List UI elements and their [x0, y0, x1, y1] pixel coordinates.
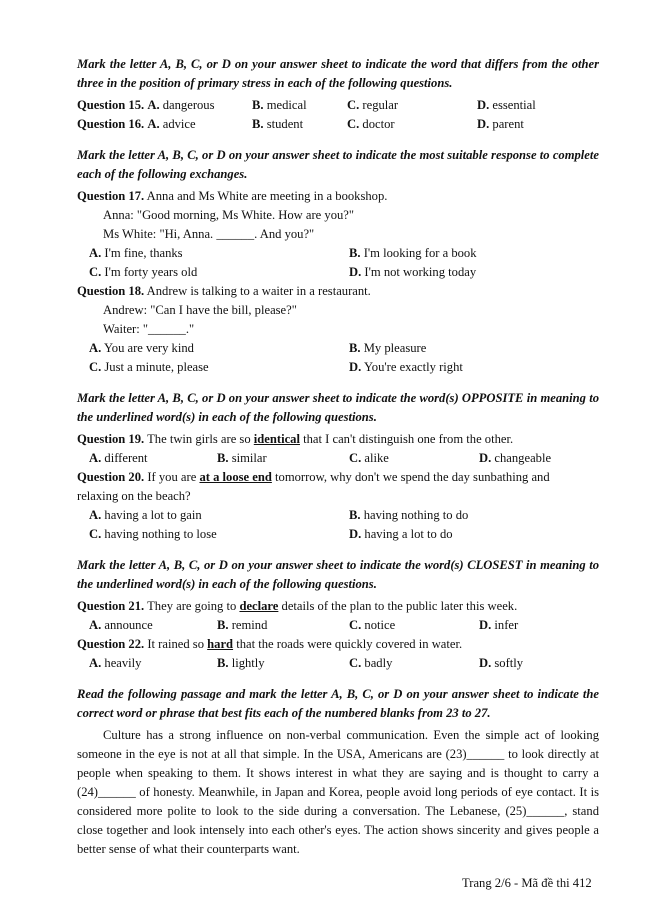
question-22: Question 22. It rained so hard that the roads were quickly covered in water.: [77, 637, 463, 651]
question-label: Question 16.: [77, 117, 145, 131]
options-row: A. heavily B. lightly C. badly D. softly: [89, 656, 524, 670]
question-21: Question 21. They are going to declare details of the plan to the public later this week.: [77, 599, 518, 613]
dialog-line: Anna: "Good morning, Ms White. How are you?": [103, 208, 355, 222]
options-row: A. I'm fine, thanks B. I'm looking for a book: [89, 246, 477, 260]
question-label: Question 20.: [77, 470, 145, 484]
dialog-line: Andrew: "Can I have the bill, please?": [103, 303, 297, 317]
section2-instruction: Mark the letter A, B, C, or D on your answer sheet to indicate the most suitable response to complete each of the following exchanges.: [77, 148, 599, 181]
question-15: Question 15. A. dangerous B. medical C. regular D. essential: [77, 98, 536, 112]
question-19: Question 19. The twin girls are so identical that I can't distinguish one from the other.: [77, 432, 514, 446]
question-label: Question 18.: [77, 284, 145, 298]
section4-instruction: Mark the letter A, B, C, or D on your answer sheet to indicate the word(s) CLOSEST in meaning to the underlined word(s) in each of the following questions.: [77, 558, 599, 591]
section3-instruction: Mark the letter A, B, C, or D on your answer sheet to indicate the word(s) OPPOSITE in meaning to the underlined word(s) in each of the following questions.: [77, 391, 599, 424]
underlined-word: hard: [207, 637, 234, 651]
options-row: A. different B. similar C. alike D. changeable: [89, 451, 552, 465]
section5-instruction: Read the following passage and mark the letter A, B, C, or D on your answer sheet to indicate the correct word or phrase that best fits each of the numbered blanks from 23 to 27.: [77, 687, 599, 720]
page-footer: Trang 2/6 - Mã đề thi 412: [462, 876, 592, 890]
options-row: A. You are very kind B. My pleasure: [89, 341, 427, 355]
question-17: Question 17. Anna and Ms White are meeting in a bookshop.: [77, 189, 388, 203]
options-row: C. I'm forty years old D. I'm not working today: [89, 265, 477, 279]
question-label: Question 17.: [77, 189, 145, 203]
question-20-continued: relaxing on the beach?: [77, 489, 191, 503]
question-16: Question 16. A. advice B. student C. doctor D. parent: [77, 117, 524, 131]
question-label: Question 15.: [77, 98, 145, 112]
question-label: Question 21.: [77, 599, 145, 613]
dialog-line: Waiter: "______.": [103, 322, 195, 336]
options-row: A. announce B. remind C. notice D. infer: [89, 618, 519, 632]
question-20: Question 20. If you are at a loose end tomorrow, why don't we spend the day sunbathing and: [77, 470, 550, 484]
options-row: C. having nothing to lose D. having a lot to do: [89, 527, 453, 541]
exam-page: [77, 52, 599, 859]
dialog-line: Ms White: "Hi, Anna. ______. And you?": [103, 227, 315, 241]
question-label: Question 22.: [77, 637, 145, 651]
options-row: C. Just a minute, please D. You're exactly right: [89, 360, 463, 374]
question-18: Question 18. Andrew is talking to a waiter in a restaurant.: [77, 284, 371, 298]
underlined-word: declare: [239, 599, 279, 613]
options-row: A. having a lot to gain B. having nothing to do: [89, 508, 469, 522]
underlined-word: identical: [253, 432, 300, 446]
question-label: Question 19.: [77, 432, 145, 446]
underlined-phrase: at a loose end: [199, 470, 272, 484]
reading-passage: Culture has a strong influence on non-verbal communication. Even the simple act of looking someone in the eye is not at all that simple. In the USA, Americans are (23)______ to look directly at people when speaking to them. It shows interest in what they are saying and is thought to carry a (24)______ of honesty. Meanwhile, in Japan and Korea, people avoid long periods of eye contact. It is considered more polite to look to the side during a conversation. The Lebanese, (25)______, stand close together and look intensely into each other's eyes. The action shows sincerity and gives people a better sense of what their counterparts want.: [77, 728, 599, 856]
section1-instruction: Mark the letter A, B, C, or D on your answer sheet to indicate the word that differs from the other three in the position of primary stress in each of the following questions.: [77, 57, 599, 90]
